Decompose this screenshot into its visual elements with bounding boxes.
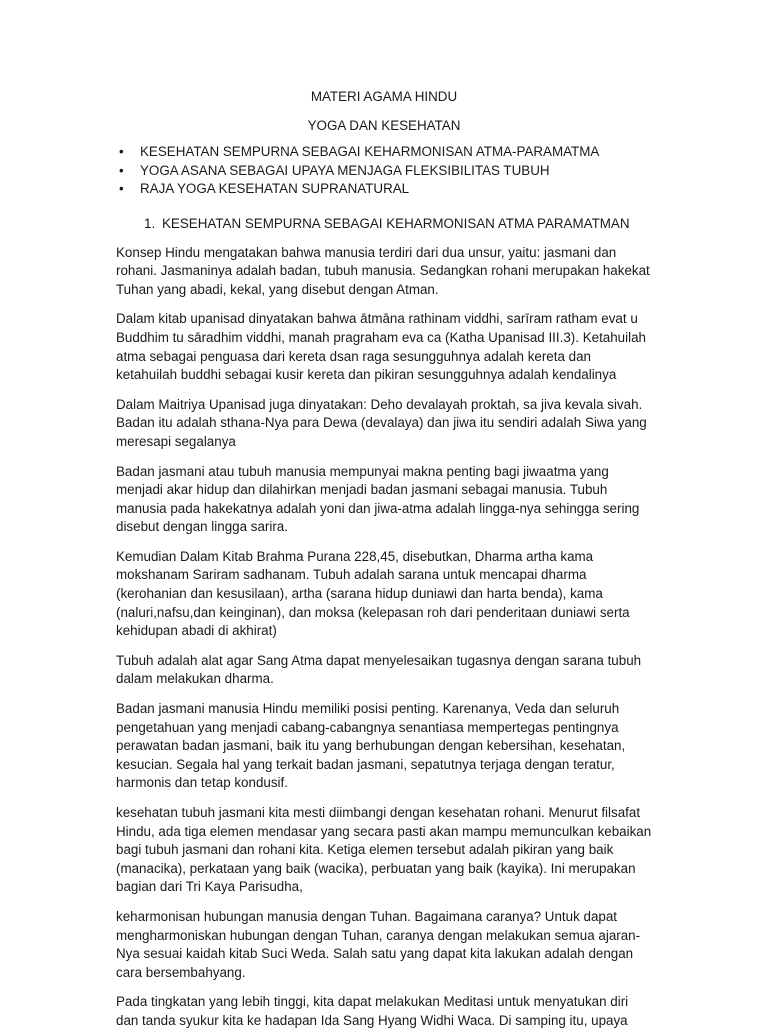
bullet-text: RAJA YOGA KESEHATAN SUPRANATURAL: [140, 181, 410, 197]
paragraph: Tubuh adalah alat agar Sang Atma dapat menyelesaikan tugasnya dengan sarana tubuh dalam melakukan dharma.: [116, 652, 642, 687]
paragraph: Pada tingkatan yang lebih tinggi, kita dapat melakukan Meditasi untuk menyatukan diri dan tanda syukur kita ke hadapan Ida Sang Hyang Widhi Waca. Di samping itu, upaya: [116, 994, 629, 1028]
bullet-item: [116, 143, 652, 162]
section-number: 1.: [144, 215, 156, 231]
paragraph: Badan jasmani atau tubuh manusia mempunyai makna penting bagi jiwaatma yang menjadi akar hidup dan dilahirkan menjadi badan jasmani sebagai manusia. Tubuh manusia pada hakekatnya adalah yoni dan jiwa-atma adalah lingga-nya sehingga sering disebut dengan lingga sarira.: [116, 463, 640, 535]
document-subtitle: YOGA DAN KESEHATAN: [307, 117, 461, 133]
paragraph: kesehatan tubuh jasmani kita mesti diimbangi dengan kesehatan rohani. Menurut filsafat Hindu, ada tiga elemen mendasar yang secara pasti akan mampu memunculkan kebaikan bagi tubuh jasmani dan rohani kita. Ketiga elemen tersebut adalah pikiran yang baik (manacika), perkataan yang baik (wacika), perbuatan yang baik (kayika). Ini merupakan bagian dari Tri Kaya Parisudha,: [116, 805, 652, 895]
section-heading: [116, 215, 652, 234]
bullet-icon: •: [119, 144, 124, 160]
paragraph: Konsep Hindu mengatakan bahwa manusia terdiri dari dua unsur, yaitu: jasmani dan rohani. Jasmaninya adalah badan, tubuh manusia. Sedangkan rohani merupakan hakekat Tuhan yang abadi, kekal, yang disebut dengan Atman.: [116, 244, 650, 297]
bullet-icon: •: [119, 162, 124, 178]
document-title: MATERI AGAMA HINDU: [310, 89, 458, 104]
bullet-icon: •: [119, 181, 124, 197]
paragraph: keharmonisan hubungan manusia dengan Tuhan. Bagaimana caranya? Untuk dapat mengharmoniskan hubungan dengan Tuhan, caranya dengan melakukan semua ajaran-Nya sesuai kaidah kitab Suci Weda. Salah satu yang dapat kita lakukan adalah dengan cara bersembahyang.: [116, 908, 641, 980]
bullet-text: YOGA ASANA SEBAGAI UPAYA MENJAGA FLEKSIBILITAS TUBUH: [140, 162, 550, 178]
paragraph: Dalam kitab upanisad dinyatakan bahwa ātmāna rathinam viddhi, sarīram ratham evat u Buddhim tu sāradhim viddhi, manah pragraham eva ca (Katha Upanisad III.3). Ketahuilah atma sebagai penguasa dari kereta dsan raga sesungguhnya adalah kereta dan ketahuilah buddhi sebagai kusir kereta dan pikiran sesungguhnya adalah kendalinya: [116, 311, 646, 383]
bullet-text: KESEHATAN SEMPURNA SEBAGAI KEHARMONISAN ATMA-PARAMATMA: [140, 144, 600, 160]
bullet-item: [116, 180, 652, 199]
paragraph: Dalam Maitriya Upanisad juga dinyatakan: Deho devalayah proktah, sa jiva kevala sivah. Badan itu adalah sthana-Nya para Dewa (devalaya) dan jiwa itu sendiri adalah Siwa yang meresapi segalanya: [116, 396, 647, 449]
section-heading-text: KESEHATAN SEMPURNA SEBAGAI KEHARMONISAN ATMA PARAMATMAN: [162, 215, 630, 231]
paragraph: Badan jasmani manusia Hindu memiliki posisi penting. Karenanya, Veda dan seluruh pengetahuan yang menjadi cabang-cabangnya senantiasa mempertegas pentingnya perawatan badan jasmani, baik itu yang berhubungan dengan kebersihan, kesehatan, kesucian. Segala hal yang terkait badan jasmani, sepatutnya terjaga dengan teratur, harmonis dan tetap kondusif.: [116, 701, 626, 791]
bullet-item: [116, 162, 652, 181]
topic-bullet-list: [116, 143, 652, 199]
paragraph: Kemudian Dalam Kitab Brahma Purana 228,45, disebutkan, Dharma artha kama mokshanam Sariram sadhanam. Tubuh adalah sarana untuk mencapai dharma (kerohanian dan kesusilaan), artha (sarana hidup duniawi dan harta benda), kama (naluri,nafsu,dan keinginan), dan moksa (kelepasan roh dari penderitaan duniawi serta kehidupan abadi di akhirat): [116, 548, 630, 639]
